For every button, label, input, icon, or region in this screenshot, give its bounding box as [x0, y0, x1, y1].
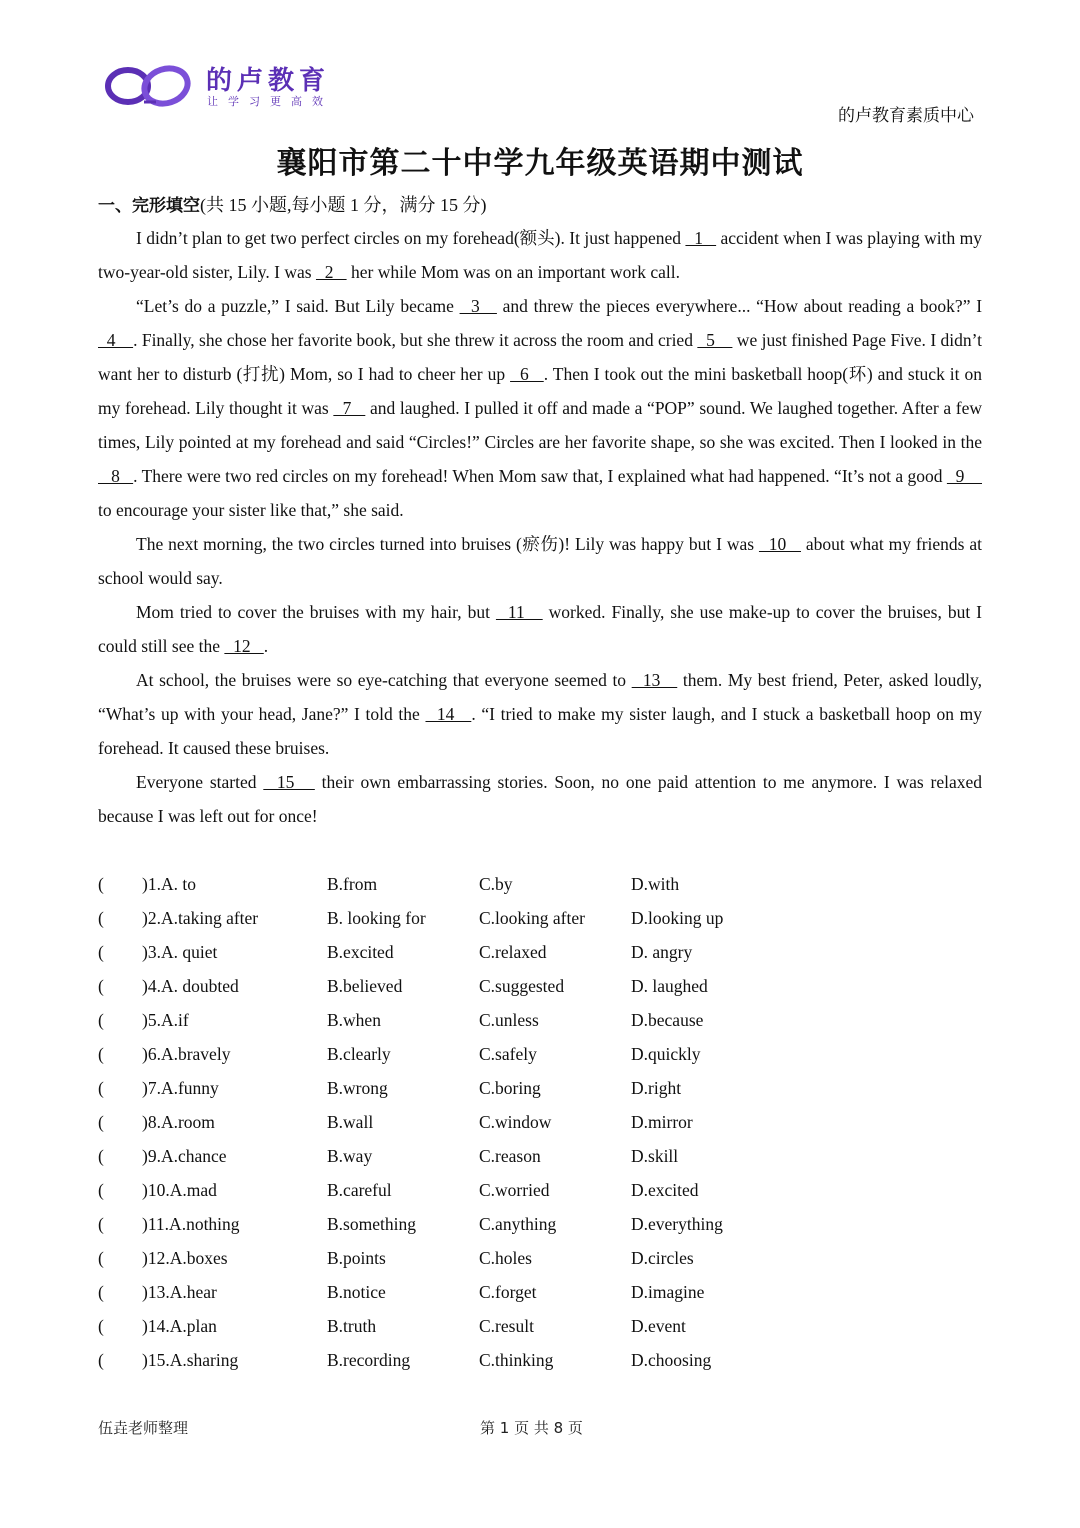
- option-a: )14.A.plan: [142, 1316, 217, 1336]
- question-row: [98, 969, 798, 1003]
- blank-12: 12: [224, 636, 264, 656]
- option-d: D.excited: [631, 1180, 699, 1200]
- answer-paren: (: [98, 1112, 104, 1132]
- option-b: B.recording: [327, 1350, 411, 1370]
- option-b: B.way: [327, 1146, 373, 1166]
- option-d: D.event: [631, 1316, 686, 1336]
- answer-paren: (: [98, 874, 104, 894]
- option-c: C.reason: [479, 1146, 541, 1166]
- page-title: 襄阳市第二十中学九年级英语期中测试: [276, 146, 804, 181]
- option-c: C.window: [479, 1112, 552, 1132]
- option-b: B.believed: [327, 976, 403, 996]
- question-list: [98, 867, 798, 1377]
- option-b: B.when: [327, 1010, 381, 1030]
- question-row: [98, 1003, 798, 1037]
- section-heading-note: (共 15 小题,每小题 1 分，满分 15 分): [200, 195, 487, 215]
- passage-text: we just finished Page Five. I didn’t want her to disturb (打扰) Mom, so I had to cheer her up: [98, 330, 983, 384]
- question-row: [98, 935, 798, 969]
- brand-logo-mark-icon: [104, 64, 199, 108]
- option-d: D.imagine: [631, 1282, 705, 1302]
- passage-paragraph: [98, 289, 982, 527]
- question-row: [98, 1275, 798, 1309]
- option-c: C.thinking: [479, 1350, 554, 1370]
- passage-text: “Let’s do a puzzle,” I said. But Lily became: [136, 296, 460, 316]
- question-row: [98, 1309, 798, 1343]
- question-row: [98, 1343, 798, 1377]
- option-a: )4.A. doubted: [142, 976, 239, 996]
- option-b: B.wrong: [327, 1078, 388, 1098]
- blank-11: 11: [495, 602, 543, 622]
- option-a: )2.A.taking after: [142, 908, 259, 928]
- option-b: B.notice: [327, 1282, 386, 1302]
- option-d: D.mirror: [631, 1112, 693, 1132]
- option-d: D.with: [631, 874, 680, 894]
- option-d: D.right: [631, 1078, 682, 1098]
- question-row: [98, 901, 798, 935]
- option-b: B.from: [327, 874, 378, 894]
- option-a: )9.A.chance: [142, 1146, 227, 1166]
- passage-text: . “I tried to make my sister laugh, and I stuck a basketball hoop on my forehead. It caused these bruises.: [98, 704, 983, 758]
- passage-text: .: [263, 636, 269, 656]
- passage-text: worked. Finally, she use make-up to cover the bruises, but I could still see the: [98, 602, 983, 656]
- section-heading: [98, 191, 487, 217]
- answer-paren: (: [98, 942, 104, 962]
- option-d: D. laughed: [631, 976, 708, 996]
- question-row: [98, 1241, 798, 1275]
- passage-text: . There were two red circles on my forehead! When Mom saw that, I explained what had happened. “It’s not a good: [133, 466, 947, 486]
- option-d: D.looking up: [631, 908, 724, 928]
- answer-paren: (: [98, 976, 104, 996]
- question-row: [98, 1207, 798, 1241]
- answer-paren: (: [98, 1282, 104, 1302]
- option-a: )12.A.boxes: [142, 1248, 228, 1268]
- option-a: )5.A.if: [142, 1010, 189, 1030]
- option-d: D.choosing: [631, 1350, 712, 1370]
- option-c: C.boring: [479, 1078, 541, 1098]
- option-a: )10.A.mad: [142, 1180, 217, 1200]
- option-a: )7.A.funny: [142, 1078, 219, 1098]
- option-d: D.quickly: [631, 1044, 701, 1064]
- answer-paren: (: [98, 1214, 104, 1234]
- passage-text: their own embarrassing stories. Soon, no one paid attention to me anymore. I was relaxed because I was left out for once!: [98, 772, 983, 826]
- blank-4: 4: [98, 330, 134, 350]
- answer-paren: (: [98, 1316, 104, 1336]
- answer-paren: (: [98, 1146, 104, 1166]
- option-c: C.unless: [479, 1010, 539, 1030]
- passage-text: I didn’t plan to get two perfect circles on my forehead(额头). It just happened: [136, 228, 686, 248]
- header-center-name: 的卢教育素质中心: [838, 106, 974, 126]
- blank-1: 1: [685, 228, 717, 248]
- option-b: B.careful: [327, 1180, 392, 1200]
- option-d: D.everything: [631, 1214, 723, 1234]
- passage-text: her while Mom was on an important work call.: [346, 262, 680, 282]
- passage-text: Everyone started: [136, 772, 264, 792]
- option-c: C.relaxed: [479, 942, 547, 962]
- blank-3: 3: [459, 296, 497, 316]
- answer-paren: (: [98, 1248, 104, 1268]
- passage-text: them. My best friend, Peter, asked loudly, “What’s up with your head, Jane?” I told the: [98, 670, 983, 724]
- cloze-passage: [98, 221, 982, 833]
- blank-15: 15: [263, 772, 315, 792]
- answer-paren: (: [98, 1350, 104, 1370]
- option-a: )15.A.sharing: [142, 1350, 239, 1370]
- passage-text: to encourage your sister like that,” she said.: [98, 500, 404, 520]
- option-c: C.worried: [479, 1180, 550, 1200]
- question-row: [98, 1173, 798, 1207]
- option-b: B.excited: [327, 942, 394, 962]
- option-b: B.points: [327, 1248, 386, 1268]
- option-c: C.forget: [479, 1282, 537, 1302]
- passage-text: and laughed. I pulled it off and made a “POP” sound. We laughed together. After a few times, Lily pointed at my forehead and said “Circles!” Circles are her favorite shape, so she was excited. Then I looked in the: [98, 398, 983, 452]
- blank-7: 7: [333, 398, 366, 418]
- option-c: C.by: [479, 874, 513, 894]
- question-row: [98, 867, 798, 901]
- passage-text: At school, the bruises were so eye-catching that everyone seemed to: [136, 670, 632, 690]
- blank-9: 9: [946, 466, 982, 486]
- option-d: D.circles: [631, 1248, 694, 1268]
- section-heading-label: 一、完形填空: [98, 196, 200, 216]
- answer-paren: (: [98, 1010, 104, 1030]
- option-c: C.looking after: [479, 908, 585, 928]
- blank-5: 5: [697, 330, 733, 350]
- option-c: C.safely: [479, 1044, 537, 1064]
- option-c: C.result: [479, 1316, 534, 1336]
- passage-text: . Finally, she chose her favorite book, but she threw it across the room and cried: [133, 330, 698, 350]
- blank-8: 8: [98, 466, 134, 486]
- passage-text: about what my friends at school would say.: [98, 534, 982, 588]
- answer-paren: (: [98, 908, 104, 928]
- option-b: B.wall: [327, 1112, 374, 1132]
- brand-logo: [104, 60, 354, 112]
- question-row: [98, 1139, 798, 1173]
- passage-paragraph: [98, 765, 982, 833]
- answer-paren: (: [98, 1078, 104, 1098]
- answer-paren: (: [98, 1180, 104, 1200]
- blank-2: 2: [315, 262, 347, 282]
- option-d: D.skill: [631, 1146, 679, 1166]
- brand-logo-title: 的卢教育: [206, 66, 331, 96]
- passage-text: accident when I was playing with my two-year-old sister, Lily. I was: [98, 228, 982, 282]
- question-row: [98, 1071, 798, 1105]
- blank-6: 6: [510, 364, 544, 384]
- option-c: C.holes: [479, 1248, 532, 1268]
- option-b: B.something: [327, 1214, 416, 1234]
- brand-logo-slogan: 让学习更高效: [207, 95, 333, 108]
- option-a: )1.A. to: [142, 874, 196, 894]
- option-a: )6.A.bravely: [142, 1044, 231, 1064]
- passage-text: Mom tried to cover the bruises with my hair, but: [136, 602, 496, 622]
- option-d: D.because: [631, 1010, 704, 1030]
- option-b: B.clearly: [327, 1044, 391, 1064]
- passage-text: and threw the pieces everywhere... “How about reading a book?” I: [496, 296, 983, 316]
- option-a: )3.A. quiet: [142, 942, 218, 962]
- footer-page-number: 第 1 页 共 8 页: [480, 1419, 583, 1437]
- blank-10: 10: [758, 534, 801, 554]
- footer-author: 伍垚老师整理: [98, 1419, 189, 1437]
- option-d: D. angry: [631, 942, 693, 962]
- option-b: B. looking for: [327, 908, 426, 928]
- option-a: )8.A.room: [142, 1112, 215, 1132]
- blank-14: 14: [425, 704, 472, 724]
- passage-paragraph: [98, 663, 982, 765]
- option-b: B.truth: [327, 1316, 377, 1336]
- passage-text: . Then I took out the mini basketball hoop(环) and stuck it on my forehead. Lily thought it was: [98, 364, 983, 418]
- option-c: C.anything: [479, 1214, 557, 1234]
- question-row: [98, 1105, 798, 1139]
- answer-paren: (: [98, 1044, 104, 1064]
- blank-13: 13: [631, 670, 678, 690]
- option-c: C.suggested: [479, 976, 565, 996]
- passage-paragraph: [98, 527, 982, 595]
- option-a: )13.A.hear: [142, 1282, 217, 1302]
- passage-paragraph: [98, 595, 982, 663]
- option-a: )11.A.nothing: [142, 1214, 240, 1234]
- question-row: [98, 1037, 798, 1071]
- passage-paragraph: [98, 221, 982, 289]
- passage-text: The next morning, the two circles turned into bruises (瘀伤)! Lily was happy but I was: [136, 534, 759, 554]
